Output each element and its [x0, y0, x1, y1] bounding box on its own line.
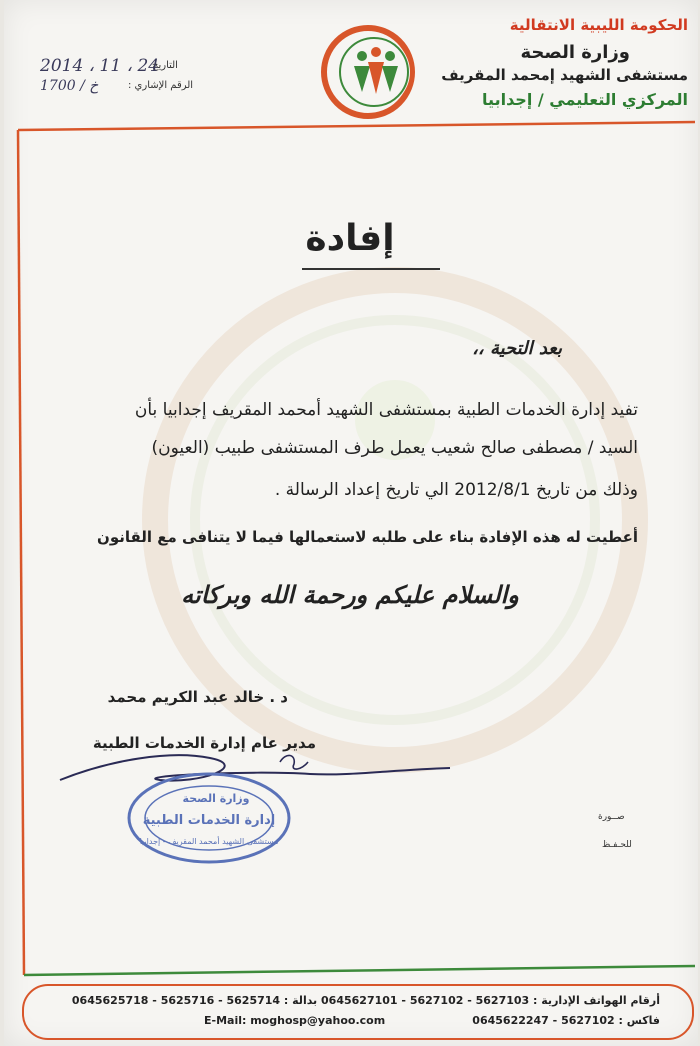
archive-label: للحـفـظ — [602, 840, 632, 850]
title-underline — [302, 268, 440, 270]
footer-fax: فاكس : 5627102 - 0645622247 — [472, 1014, 660, 1027]
given-statement: أعطيت له هذه الإفادة بناء على طلبه لاستعمالها فيما لا يتنافى مع القانون — [97, 528, 638, 546]
stamp-middle-text: إدارة الخدمات الطبية — [142, 813, 276, 828]
copy-label: صــورة — [598, 812, 625, 822]
footer-box — [22, 984, 694, 1040]
center-name: المركزي التعليمي / إجدابيا — [482, 90, 688, 109]
greeting: بعد التحية ،، — [472, 338, 562, 359]
closing-salutation: والسلام عليكم ورحمة الله وبركاته — [181, 580, 519, 609]
reference-label: الرقم الإشاري : — [128, 80, 194, 91]
document-title: إفادة — [305, 218, 395, 259]
ministry-logo-icon — [318, 22, 418, 122]
body-line-2: السيد / مصطفى صالح شعيب يعمل طرف المستشفى طبيب (العيون) — [151, 438, 638, 458]
footer-phones: أرقام الهواتف الإدارية : 5627103 - 5627102 - 0645627101 بدالة : 5625714 - 5625716 - 0645625718 — [71, 994, 660, 1007]
hospital-name: مستشفى الشهيد إمحمد المقريف — [441, 66, 688, 84]
official-stamp — [124, 770, 294, 866]
footer-email: E-Mail: moghosp@yahoo.com — [204, 1014, 386, 1027]
date-label: التاريخ — [152, 60, 178, 71]
reference-value: خ / 1700 — [40, 78, 99, 94]
signer-name: د . خالد عبد الكريم محمد — [107, 688, 288, 706]
stamp-bottom-text: مستشفى الشهيد أمحمد المقريف - إجدابيا — [139, 837, 279, 846]
stamp-top-text: وزارة الصحة — [182, 792, 250, 805]
government-name: الحكومة الليبية الانتقالية — [509, 16, 688, 34]
body-line-1: تفيد إدارة الخدمات الطبية بمستشفى الشهيد أمحمد المقريف إجدابيا بأن — [134, 400, 638, 420]
signer-title: مدير عام إدارة الخدمات الطبية — [92, 734, 316, 752]
ministry-name: وزارة الصحة — [520, 42, 630, 63]
date-value: 2014 ، 11 ، 24 — [40, 56, 160, 76]
body-line-3: وذلك من تاريخ 2012/8/1 الي تاريخ إعداد الرسالة . — [274, 480, 638, 500]
